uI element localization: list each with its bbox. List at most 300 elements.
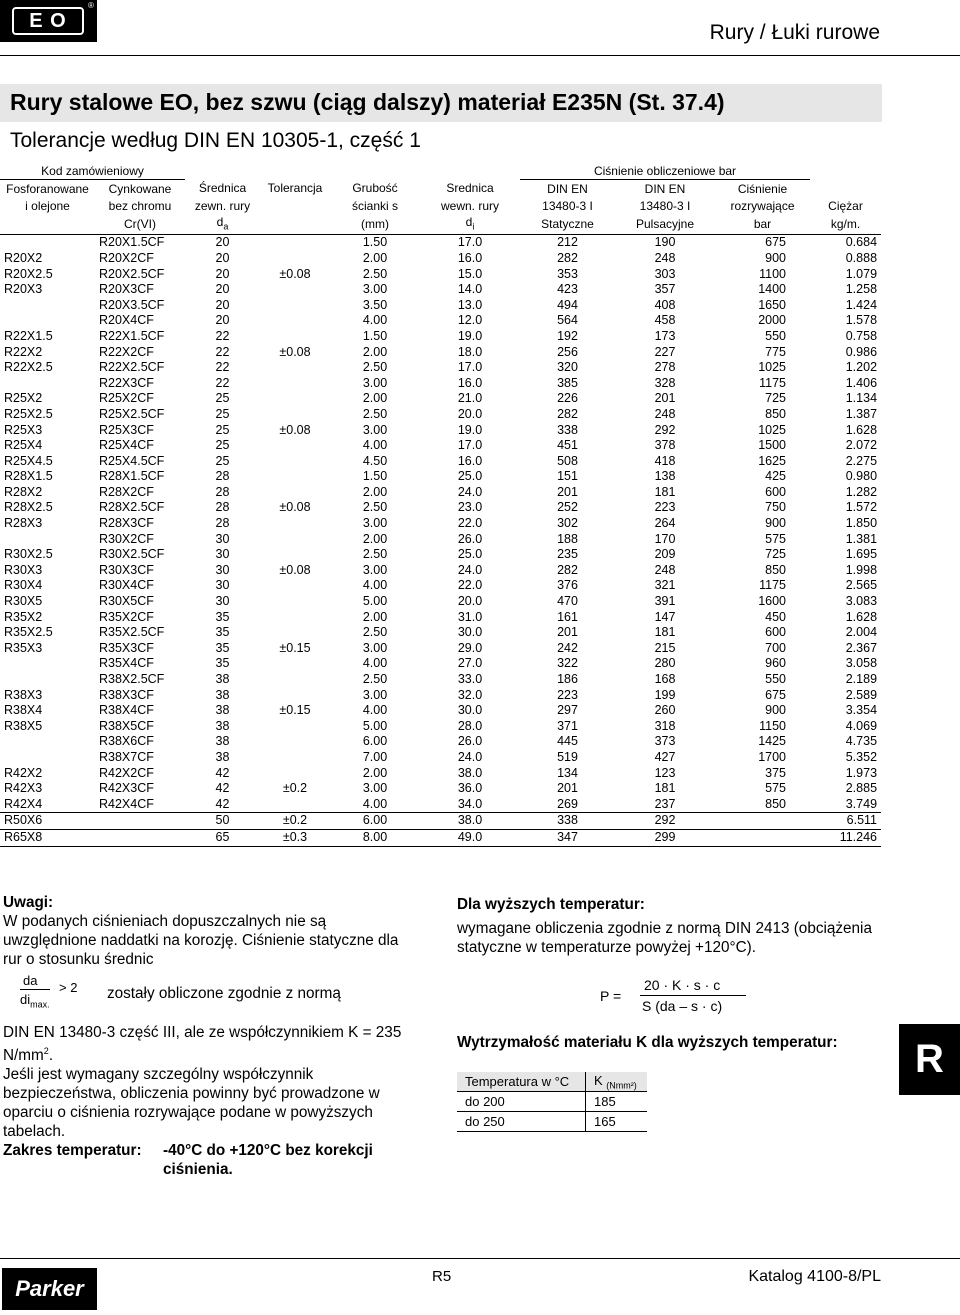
table-cell: 170: [654, 531, 676, 546]
table-cell: 2.072: [845, 438, 878, 453]
table-row: [0, 625, 881, 641]
table-cell: R25X4.5CF: [99, 453, 165, 468]
table-cell: 3.354: [845, 703, 878, 718]
table-cell: 550: [765, 672, 787, 687]
table-cell: [715, 813, 810, 830]
table-cell: 22: [215, 328, 230, 343]
table-cell: 1700: [758, 749, 787, 764]
table-row: [0, 641, 881, 657]
table-cell: 2.50: [362, 266, 388, 281]
table-cell: R22X1.5: [4, 328, 53, 343]
table-cell: 212: [557, 235, 578, 250]
table-cell: 22.0: [457, 578, 483, 593]
table-cell: 0.684: [845, 235, 878, 250]
table-cell: 2.565: [845, 578, 878, 593]
table-cell: 1.998: [845, 562, 878, 577]
header-burst: Ciśnienie: [737, 181, 788, 196]
table-cell: 50: [185, 813, 260, 830]
table-cell: 181: [654, 781, 676, 796]
table-cell: 3.749: [845, 796, 878, 811]
table-cell: [260, 251, 330, 267]
table-cell: 35: [215, 625, 230, 640]
table-row: [0, 578, 881, 594]
table-cell: R30X5: [4, 594, 43, 609]
table-cell: 237: [654, 796, 676, 811]
table-row: [0, 829, 881, 846]
table-cell: 1025: [758, 360, 787, 375]
table-cell: 1.850: [845, 516, 878, 531]
table-cell: 38: [215, 718, 230, 733]
table-cell: R25X2.5: [4, 406, 53, 421]
table-cell: 17.0: [457, 235, 483, 250]
registered-mark-icon: ®: [88, 1, 94, 10]
table-row: [0, 485, 881, 501]
table-cell: [260, 719, 330, 735]
table-cell: R20X2.5: [4, 266, 53, 281]
table-cell: [0, 750, 95, 766]
table-cell: 1.578: [845, 313, 878, 328]
table-cell: R30X2.5: [4, 547, 53, 562]
table-cell: 20: [215, 297, 230, 312]
table-cell: 30.0: [457, 625, 483, 640]
table-row: [0, 547, 881, 563]
table-cell: 1.628: [845, 609, 878, 624]
table-cell: 12.0: [457, 313, 483, 328]
table-cell: 24.0: [457, 484, 483, 499]
tube-table-body: [0, 235, 881, 846]
table-cell: R38X4CF: [99, 703, 154, 718]
table-cell: 15.0: [457, 266, 483, 281]
table-cell: R28X1.5: [4, 469, 53, 484]
table-cell: 2.00: [362, 609, 388, 624]
table-cell: [260, 734, 330, 750]
table-cell: R35X3: [4, 640, 43, 655]
table-cell: 18.0: [457, 344, 483, 359]
table-cell: 24.0: [457, 562, 483, 577]
table-cell: [260, 610, 330, 626]
table-cell: 850: [765, 406, 787, 421]
table-cell: 2.367: [845, 640, 878, 655]
table-cell: [0, 672, 95, 688]
table-cell: [0, 656, 95, 672]
table-cell: 318: [654, 718, 676, 733]
table-cell: 600: [765, 484, 787, 499]
table-cell: 2.885: [845, 781, 878, 796]
table-cell: 199: [654, 687, 676, 702]
table-cell: 30: [215, 578, 230, 593]
section-tab-r: R: [899, 1024, 960, 1095]
table-cell: 850: [765, 562, 787, 577]
table-cell: 2.275: [845, 453, 878, 468]
table-cell: 134: [557, 765, 578, 780]
table-cell: R65X8: [0, 829, 95, 846]
table-row: [0, 423, 881, 439]
table-cell: 28.0: [457, 718, 483, 733]
table-cell: R38X3CF: [99, 687, 154, 702]
table-cell: 347: [520, 829, 615, 846]
table-cell: 17.0: [457, 438, 483, 453]
table-cell: 36.0: [457, 781, 483, 796]
table-cell: 4.50: [362, 453, 388, 468]
strength-row-k: 165: [586, 1112, 648, 1132]
table-cell: 26.0: [457, 734, 483, 749]
table-cell: 24.0: [457, 749, 483, 764]
table-cell: 700: [765, 640, 787, 655]
table-cell: 227: [654, 344, 676, 359]
table-row: [0, 703, 881, 719]
table-cell: 25: [215, 422, 230, 437]
table-cell: R25X2.5CF: [99, 406, 165, 421]
table-cell: [0, 376, 95, 392]
table-cell: 458: [654, 313, 676, 328]
table-cell: [260, 454, 330, 470]
table-cell: [260, 594, 330, 610]
table-cell: 14.0: [457, 282, 483, 297]
table-cell: ±0.08: [279, 562, 311, 577]
strength-table: Temperatura w °C K $_{(Nmm^2)}$ do 200 185 do 250 165: [457, 1072, 647, 1132]
table-cell: R20X1.5CF: [99, 235, 165, 250]
table-cell: 38: [215, 734, 230, 749]
table-cell: 201: [654, 391, 676, 406]
table-cell: R42X2CF: [99, 765, 154, 780]
table-row: [0, 781, 881, 797]
table-cell: 28: [215, 516, 230, 531]
table-cell: 2.589: [845, 687, 878, 702]
table-cell: 181: [654, 484, 676, 499]
table-cell: R38X6CF: [99, 734, 154, 749]
table-cell: 35: [215, 640, 230, 655]
table-cell: R38X7CF: [99, 749, 154, 764]
table-cell: 201: [557, 484, 578, 499]
table-cell: 3.00: [362, 781, 388, 796]
table-cell: 418: [654, 453, 676, 468]
table-cell: R30X2CF: [99, 531, 154, 546]
table-cell: 1425: [758, 734, 787, 749]
table-cell: 292: [615, 813, 715, 830]
table-cell: [260, 578, 330, 594]
table-cell: R22X2CF: [99, 344, 154, 359]
table-cell: R30X4: [4, 578, 43, 593]
table-cell: 34.0: [457, 796, 483, 811]
header-weight: Ciężar: [828, 198, 863, 213]
table-cell: R35X2CF: [99, 609, 154, 624]
table-cell: 450: [765, 609, 787, 624]
table-row: [0, 719, 881, 735]
table-cell: 25.0: [457, 547, 483, 562]
table-cell: 168: [654, 672, 676, 687]
table-row: [0, 813, 881, 830]
table-cell: 375: [765, 765, 787, 780]
table-cell: ±0.08: [279, 266, 311, 281]
table-cell: 4.00: [362, 796, 388, 811]
table-cell: R22X2: [4, 344, 43, 359]
strength-title: Wytrzymałość materiału K dla wyższych temperatur:: [457, 1034, 838, 1051]
table-cell: 5.352: [845, 749, 878, 764]
table-cell: [260, 672, 330, 688]
table-cell: 282: [557, 250, 578, 265]
table-cell: 297: [557, 703, 578, 718]
eo-logo: [0, 0, 97, 42]
table-cell: 123: [654, 765, 676, 780]
table-cell: [0, 313, 95, 329]
table-cell: 470: [557, 594, 578, 609]
table-cell: 675: [765, 687, 787, 702]
table-cell: R25X4: [4, 438, 43, 453]
table-cell: 35: [215, 656, 230, 671]
table-cell: 1.50: [362, 235, 388, 250]
table-cell: 4.00: [362, 578, 388, 593]
table-cell: 376: [557, 578, 578, 593]
table-cell: 2.50: [362, 360, 388, 375]
table-cell: 25: [215, 406, 230, 421]
page-subtitle: Tolerancje według DIN EN 10305-1, część 1: [10, 129, 421, 152]
table-cell: 371: [557, 718, 578, 733]
table-cell: R28X2.5: [4, 500, 53, 515]
table-cell: R20X3.5CF: [99, 297, 165, 312]
table-cell: R35X4CF: [99, 656, 154, 671]
table-cell: 2.50: [362, 547, 388, 562]
table-cell: 38.0: [457, 765, 483, 780]
table-cell: 42: [215, 796, 230, 811]
table-cell: 161: [557, 609, 578, 624]
table-cell: 201: [557, 781, 578, 796]
section-title: Rury / Łuki rurowe: [709, 21, 880, 44]
table-cell: 2.00: [362, 250, 388, 265]
table-cell: 564: [557, 313, 578, 328]
table-cell: 1.973: [845, 765, 878, 780]
header-divider: [0, 55, 960, 56]
table-cell: 20.0: [457, 594, 483, 609]
table-cell: 30: [215, 531, 230, 546]
table-row: [0, 391, 881, 407]
table-cell: R25X4CF: [99, 438, 154, 453]
table-cell: 278: [654, 360, 676, 375]
table-cell: 0.986: [845, 344, 878, 359]
table-cell: 775: [765, 344, 787, 359]
table-cell: [260, 282, 330, 298]
table-row: [0, 563, 881, 579]
table-cell: 302: [557, 516, 578, 531]
table-cell: 16.0: [457, 453, 483, 468]
table-row: [0, 329, 881, 345]
table-cell: 31.0: [457, 609, 483, 624]
table-row: [0, 750, 881, 766]
table-cell: 550: [765, 328, 787, 343]
table-cell: 2000: [758, 313, 787, 328]
table-cell: 2.50: [362, 406, 388, 421]
table-cell: 3.00: [362, 375, 388, 390]
table-cell: ±0.08: [279, 500, 311, 515]
table-cell: R28X1.5CF: [99, 469, 165, 484]
table-cell: 900: [765, 250, 787, 265]
table-cell: 209: [654, 547, 676, 562]
table-cell: [260, 313, 330, 329]
table-row: [0, 438, 881, 454]
strength-header-temp: Temperatura w °C: [457, 1072, 586, 1092]
header-pulse: DIN EN: [644, 181, 686, 196]
table-cell: 19.0: [457, 328, 483, 343]
table-cell: 1.202: [845, 360, 878, 375]
table-cell: 5.00: [362, 718, 388, 733]
notes-paragraph-1: W podanych ciśnieniach dopuszczalnych nie są uwzględnione naddatki na korozję. Ciśnienie statyczne dla rur o stosunku średnic: [3, 913, 399, 968]
table-cell: R42X3CF: [99, 781, 154, 796]
table-cell: R30X5CF: [99, 594, 154, 609]
table-cell: 2.00: [362, 484, 388, 499]
table-cell: 378: [654, 438, 676, 453]
table-row: [0, 454, 881, 470]
table-cell: R25X2: [4, 391, 43, 406]
table-cell: 22: [215, 375, 230, 390]
table-cell: R28X2.5CF: [99, 500, 165, 515]
table-cell: ±0.15: [279, 703, 311, 718]
table-cell: 38: [215, 687, 230, 702]
table-cell: 138: [654, 469, 676, 484]
table-cell: 2.004: [845, 625, 878, 640]
table-row: [0, 500, 881, 516]
table-cell: 2.50: [362, 500, 388, 515]
table-cell: 188: [557, 531, 578, 546]
table-cell: [260, 438, 330, 454]
table-cell: [260, 656, 330, 672]
table-cell: 1650: [758, 297, 787, 312]
table-cell: 900: [765, 703, 787, 718]
table-cell: 248: [654, 562, 676, 577]
table-cell: 42: [215, 765, 230, 780]
table-cell: [260, 360, 330, 376]
table-cell: 1625: [758, 453, 787, 468]
table-cell: 850: [765, 796, 787, 811]
table-cell: 322: [557, 656, 578, 671]
table-cell: 1.406: [845, 375, 878, 390]
table-cell: 1400: [758, 282, 787, 297]
table-cell: [0, 532, 95, 548]
table-row: [0, 267, 881, 283]
table-cell: 186: [557, 672, 578, 687]
table-cell: [260, 766, 330, 782]
table-cell: 282: [557, 406, 578, 421]
strength-row-k: 185: [586, 1092, 648, 1112]
table-cell: 33.0: [457, 672, 483, 687]
header-id: Srednica: [446, 181, 494, 196]
table-cell: 20: [215, 250, 230, 265]
table-cell: 22.0: [457, 516, 483, 531]
table-cell: R20X3CF: [99, 282, 154, 297]
table-cell: R25X3: [4, 422, 43, 437]
table-cell: 1100: [759, 266, 787, 281]
table-row: [0, 766, 881, 782]
table-cell: 16.0: [457, 375, 483, 390]
table-row: [0, 407, 881, 423]
page-number: R5: [432, 1268, 452, 1285]
table-cell: 8.00: [330, 829, 420, 846]
table-cell: 151: [557, 469, 578, 484]
table-cell: 21.0: [457, 391, 483, 406]
table-cell: R30X3CF: [99, 562, 154, 577]
strength-row-temp: do 250: [457, 1112, 586, 1132]
table-cell: R35X2: [4, 609, 43, 624]
table-cell: 292: [654, 422, 676, 437]
table-cell: [260, 391, 330, 407]
parker-logo: Parker: [2, 1268, 97, 1310]
table-row: [0, 251, 881, 267]
table-cell: R35X2.5: [4, 625, 53, 640]
table-cell: 3.50: [362, 297, 388, 312]
table-cell: 373: [654, 734, 676, 749]
table-cell: 4.00: [362, 313, 388, 328]
table-cell: 22: [215, 360, 230, 375]
notes-title: Uwagi:: [3, 894, 54, 911]
table-cell: 1.282: [845, 484, 878, 499]
table-cell: 451: [557, 438, 578, 453]
table-cell: 508: [557, 453, 578, 468]
table-cell: 20: [215, 313, 230, 328]
table-cell: 1500: [758, 438, 787, 453]
temp-range-label: Zakres temperatur:: [3, 1142, 142, 1160]
table-cell: 28: [215, 469, 230, 484]
table-cell: 0.888: [845, 250, 878, 265]
table-cell: 1025: [758, 422, 787, 437]
table-cell: R28X2: [4, 484, 43, 499]
table-cell: 3.00: [362, 640, 388, 655]
table-cell: 900: [765, 516, 787, 531]
table-cell: 201: [557, 625, 578, 640]
table-cell: [0, 298, 95, 314]
table-cell: 4.00: [362, 438, 388, 453]
table-cell: R22X2.5: [4, 360, 53, 375]
table-cell: 280: [654, 656, 676, 671]
table-row: [0, 656, 881, 672]
table-cell: 0.758: [845, 328, 878, 343]
high-temp-text: wymagane obliczenia zgodnie z normą DIN 2413 (obciążenia statyczne w temperaturze powyżej +120°C).: [457, 920, 872, 956]
table-cell: 35: [215, 609, 230, 624]
table-cell: 299: [615, 829, 715, 846]
table-cell: 750: [765, 500, 787, 515]
table-cell: [95, 829, 185, 846]
table-cell: 2.00: [362, 531, 388, 546]
table-cell: 235: [557, 547, 578, 562]
eo-logo-text: E O: [12, 7, 84, 35]
table-cell: R42X4: [4, 796, 43, 811]
table-cell: R38X5CF: [99, 718, 154, 733]
table-cell: 25.0: [457, 469, 483, 484]
table-cell: [260, 376, 330, 392]
notes-paragraph-3: Jeśli jest wymagany szczególny współczynnik bezpieczeństwa, obliczenia powinny być prowadzone w oparciu o ciśnienia rozrywające podane w powyższych tabelach.: [3, 1066, 380, 1141]
table-cell: R30X3: [4, 562, 43, 577]
table-cell: 1.258: [845, 282, 878, 297]
table-cell: 1.50: [362, 328, 388, 343]
table-cell: 391: [654, 594, 676, 609]
table-cell: 20: [215, 282, 230, 297]
table-cell: 2.189: [845, 672, 878, 687]
table-cell: [0, 734, 95, 750]
table-cell: 28: [215, 500, 230, 515]
table-cell: 2.00: [362, 391, 388, 406]
table-cell: 3.00: [362, 562, 388, 577]
table-cell: 1.572: [845, 500, 878, 515]
table-cell: [260, 235, 330, 251]
table-cell: 3.058: [845, 656, 878, 671]
table-cell: 675: [765, 235, 787, 250]
table-cell: 25: [215, 391, 230, 406]
table-cell: 423: [557, 282, 578, 297]
table-cell: 190: [654, 235, 676, 250]
table-cell: ±0.08: [279, 344, 311, 359]
table-cell: 28: [215, 484, 230, 499]
table-cell: R20X2.5CF: [99, 266, 165, 281]
table-cell: 1.134: [845, 391, 878, 406]
table-cell: 600: [765, 625, 787, 640]
table-cell: 960: [765, 656, 787, 671]
